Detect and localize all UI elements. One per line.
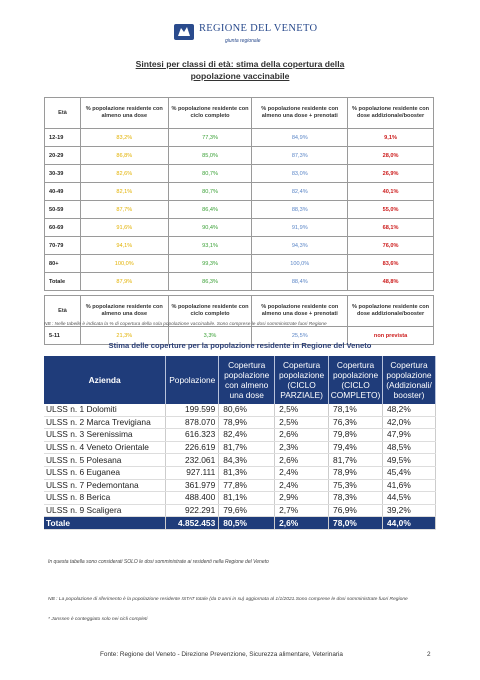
eta-cell: 80+ (45, 255, 81, 273)
table-row (44, 404, 436, 416)
ciclo-cell: 85,0% (168, 147, 252, 165)
booster-cell: 42,0% (383, 416, 436, 429)
dose-cell: 80,6% (219, 404, 275, 416)
table-row (44, 441, 436, 454)
booster-cell: 55,0% (348, 201, 434, 219)
kids-col-header-eta: Età (45, 296, 81, 327)
popolazione-cell: 488.400 (166, 492, 219, 505)
total-row (44, 517, 436, 530)
prenotati-cell: 91,9% (252, 219, 348, 237)
azienda-cell: Totale (44, 517, 166, 530)
booster-cell: 83,6% (348, 255, 434, 273)
eta-cell: 20-29 (45, 147, 81, 165)
popolazione-cell: 878.070 (166, 416, 219, 429)
dose-cell: 83,2% (80, 129, 168, 147)
table-row (44, 492, 436, 505)
dose-cell: 81,7% (219, 441, 275, 454)
azienda-cell: ULSS n. 4 Veneto Orientale (44, 441, 166, 454)
popolazione-cell: 922.291 (166, 504, 219, 517)
prenotati-cell: 100,0% (252, 255, 348, 273)
popolazione-cell: 616.323 (166, 429, 219, 442)
popolazione-cell: 226.619 (166, 441, 219, 454)
ciclo-cell: 93,1% (168, 237, 252, 255)
booster-cell: 76,0% (348, 237, 434, 255)
eta-cell: 12-19 (45, 129, 81, 147)
popolazione-cell: 232.061 (166, 454, 219, 467)
section1-note: NB : Nelle tabelle è indicata la % di copertura della sola popolazione vaccinabile. Sono comprese le dosi somministrate fuori Regione (44, 322, 327, 327)
col-header-popolazione: Popolazione (166, 356, 219, 404)
eta-cell: 40-49 (45, 183, 81, 201)
table-row (45, 255, 434, 273)
booster-cell: 48,5% (383, 441, 436, 454)
popolazione-cell: 199.599 (166, 404, 219, 416)
age-coverage-table (44, 97, 434, 345)
dose-cell: 21,3% (80, 327, 168, 345)
col-header-booster: Copertura popolazione (Addizionali/ booster) (383, 356, 436, 404)
booster-cell: 48,2% (383, 404, 436, 416)
dose-cell: 94,1% (80, 237, 168, 255)
dose-cell: 82,4% (219, 429, 275, 442)
ulss-coverage-table (44, 356, 436, 530)
table-row (45, 273, 434, 291)
section2-note-residents: In questa tabella sono considerati SOLO le dosi somministrate ai residenti nella Regione del Veneto (48, 559, 269, 565)
lion-emblem-icon (173, 22, 195, 42)
parziale-cell: 2,6% (275, 517, 329, 530)
col-header-dose: % popolazione residente con almeno una dose (80, 98, 168, 129)
booster-cell: 26,9% (348, 165, 434, 183)
col-header-prenotati: % popolazione residente con almeno una dose + prenotati (252, 98, 348, 129)
dose-cell: 87,7% (80, 201, 168, 219)
parziale-cell: 2,9% (275, 492, 329, 505)
ciclo-cell: 86,4% (168, 201, 252, 219)
parziale-cell: 2,3% (275, 441, 329, 454)
completo-cell: 78,0% (329, 517, 383, 530)
prenotati-cell: 25,5% (252, 327, 348, 345)
booster-cell: 47,9% (383, 429, 436, 442)
parziale-cell: 2,5% (275, 416, 329, 429)
booster-cell: 68,1% (348, 219, 434, 237)
dose-cell: 100,0% (80, 255, 168, 273)
dose-cell: 79,6% (219, 504, 275, 517)
footer-source: Fonte: Regione del Veneto - Direzione Prevenzione, Sicurezza alimentare, Veterinaria (100, 651, 343, 658)
prenotati-cell: 94,3% (252, 237, 348, 255)
eta-cell: 70-79 (45, 237, 81, 255)
prenotati-cell: 87,3% (252, 147, 348, 165)
booster-cell: 39,2% (383, 504, 436, 517)
ciclo-cell: 80,7% (168, 165, 252, 183)
parziale-cell: 2,6% (275, 454, 329, 467)
kids-col-header-booster: % popolazione residente con dose addizionale/booster (348, 296, 434, 327)
dose-cell: 82,1% (80, 183, 168, 201)
azienda-cell: ULSS n. 2 Marca Trevigiana (44, 416, 166, 429)
completo-cell: 79,4% (329, 441, 383, 454)
parziale-cell: 2,7% (275, 504, 329, 517)
eta-cell: Totale (45, 273, 81, 291)
table-row (44, 429, 436, 442)
ciclo-cell: 90,4% (168, 219, 252, 237)
table-row (44, 454, 436, 467)
azienda-cell: ULSS n. 6 Euganea (44, 466, 166, 479)
col-header-ciclo: % popolazione residente con ciclo completo (168, 98, 252, 129)
prenotati-cell: 88,4% (252, 273, 348, 291)
parziale-cell: 2,6% (275, 429, 329, 442)
table-row (44, 416, 436, 429)
col-header-booster: % popolazione residente con dose addizionale/booster (348, 98, 434, 129)
azienda-cell: ULSS n. 1 Dolomiti (44, 404, 166, 416)
regione-veneto-logo (173, 22, 323, 52)
popolazione-cell: 361.979 (166, 479, 219, 492)
booster-cell: 41,6% (383, 479, 436, 492)
completo-cell: 78,1% (329, 404, 383, 416)
eta-cell: 30-39 (45, 165, 81, 183)
prenotati-cell: 88,3% (252, 201, 348, 219)
prenotati-cell: 82,4% (252, 183, 348, 201)
completo-cell: 79,8% (329, 429, 383, 442)
dose-cell: 80,5% (219, 517, 275, 530)
dose-cell: 84,3% (219, 454, 275, 467)
booster-cell: 28,0% (348, 147, 434, 165)
dose-cell: 78,9% (219, 416, 275, 429)
azienda-cell: ULSS n. 3 Serenissima (44, 429, 166, 442)
col-header-dose: Copertura popolazione con almeno una dose (219, 356, 275, 404)
ciclo-cell: 3,3% (168, 327, 252, 345)
parziale-cell: 2,4% (275, 479, 329, 492)
completo-cell: 76,9% (329, 504, 383, 517)
azienda-cell: ULSS n. 8 Berica (44, 492, 166, 505)
completo-cell: 78,9% (329, 466, 383, 479)
section2-title: Stima delle coperture per la popolazione residente in Regione del Veneto (108, 341, 372, 350)
parziale-cell: 2,5% (275, 404, 329, 416)
booster-cell: 9,1% (348, 129, 434, 147)
completo-cell: 75,3% (329, 479, 383, 492)
col-header-azienda: Azienda (44, 356, 166, 404)
section1-title-line1: Sintesi per classi di età: stima della copertura della (135, 59, 345, 69)
table-row (45, 237, 434, 255)
prenotati-cell: 83,0% (252, 165, 348, 183)
col-header-eta: Età (45, 98, 81, 129)
logo-text: REGIONE DEL VENETO (199, 23, 318, 34)
section1-title-line2: popolazione vaccinabile (190, 71, 290, 81)
eta-cell: 60-69 (45, 219, 81, 237)
dose-cell: 87,9% (80, 273, 168, 291)
prenotati-cell: 84,9% (252, 129, 348, 147)
azienda-cell: ULSS n. 7 Pedemontana (44, 479, 166, 492)
dose-cell: 82,6% (80, 165, 168, 183)
booster-cell: 45,4% (383, 466, 436, 479)
popolazione-cell: 927.111 (166, 466, 219, 479)
azienda-cell: ULSS n. 9 Scaligera (44, 504, 166, 517)
eta-cell: 5-11 (45, 327, 81, 345)
dose-cell: 81,1% (219, 492, 275, 505)
logo-subtitle: giunta regionale (225, 38, 261, 44)
ciclo-cell: 86,3% (168, 273, 252, 291)
table-row (45, 165, 434, 183)
booster-cell: 40,1% (348, 183, 434, 201)
dose-cell: 81,3% (219, 466, 275, 479)
table-row (44, 479, 436, 492)
table-row (45, 147, 434, 165)
dose-cell: 77,8% (219, 479, 275, 492)
booster-cell: 48,8% (348, 273, 434, 291)
section2-note-population: NB : La popolazione di riferimento è la popolazione residente ISTAT totale (da 0 anni in su) aggiornata al 1/1/2021.Sono comprese le dosi somministrate fuori Regione (48, 597, 408, 602)
completo-cell: 76,3% (329, 416, 383, 429)
dose-cell: 91,6% (80, 219, 168, 237)
table-row (45, 201, 434, 219)
table-row (45, 219, 434, 237)
table-row (45, 183, 434, 201)
dose-cell: 86,8% (80, 147, 168, 165)
completo-cell: 81,7% (329, 454, 383, 467)
kids-col-header-dose: % popolazione residente con almeno una dose (80, 296, 168, 327)
booster-cell: 49,5% (383, 454, 436, 467)
col-header-parziale: Copertura popolazione (CICLO PARZIALE) (275, 356, 329, 404)
popolazione-cell: 4.852.453 (166, 517, 219, 530)
page-number: 2 (427, 651, 431, 658)
section1-title (0, 58, 480, 82)
booster-cell: 44,5% (383, 492, 436, 505)
ciclo-cell: 99,3% (168, 255, 252, 273)
completo-cell: 78,3% (329, 492, 383, 505)
azienda-cell: ULSS n. 5 Polesana (44, 454, 166, 467)
booster-cell: non prevista (348, 327, 434, 345)
table-row (44, 466, 436, 479)
kids-col-header-prenotati: % popolazione residente con almeno una dose + prenotati (252, 296, 348, 327)
parziale-cell: 2,4% (275, 466, 329, 479)
kids-col-header-ciclo: % popolazione residente con ciclo completo (168, 296, 252, 327)
ciclo-cell: 80,7% (168, 183, 252, 201)
table-row (45, 129, 434, 147)
booster-cell: 44,0% (383, 517, 436, 530)
section2-note-janssen: * Janssen è conteggiato solo nei cicli completi (48, 617, 148, 622)
eta-cell: 50-59 (45, 201, 81, 219)
col-header-completo: Copertura popolazione (CICLO COMPLETO) (329, 356, 383, 404)
ciclo-cell: 77,3% (168, 129, 252, 147)
table-row (44, 504, 436, 517)
